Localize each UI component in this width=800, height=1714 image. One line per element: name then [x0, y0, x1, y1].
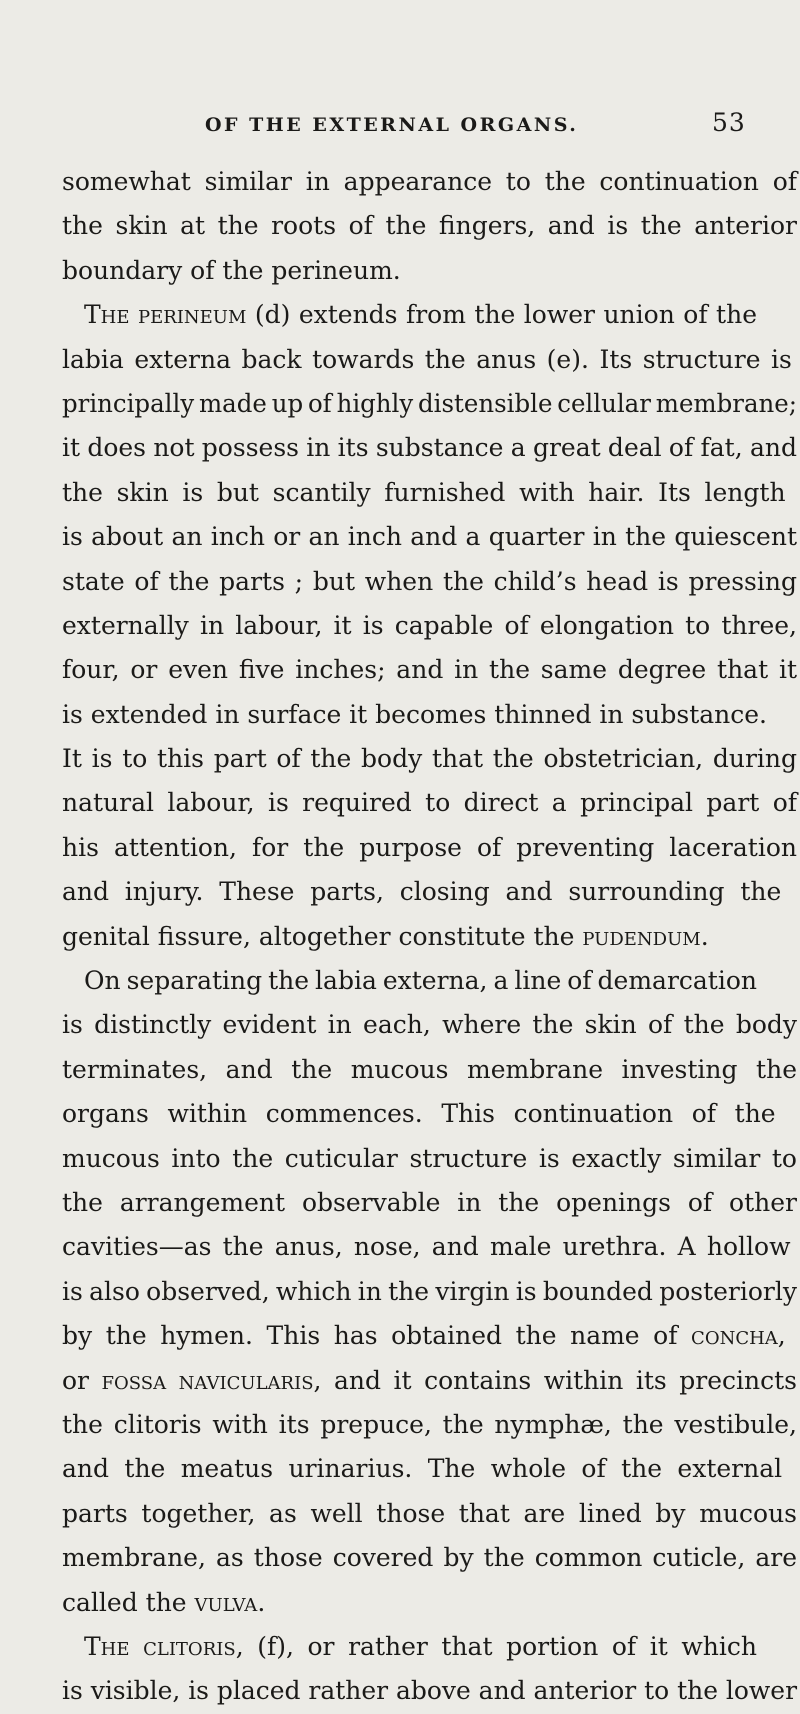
text-line: [62, 560, 800, 604]
text-line: [62, 1314, 800, 1358]
text-span: (d) extends from the lower union of the: [246, 300, 757, 330]
text-span: parts together, as well those that are lined by mucous: [62, 1498, 797, 1528]
text-span: It is to this part of the body that the obstetrician, during: [62, 744, 797, 774]
page-number: 53: [712, 108, 746, 137]
small-caps-term: The perineum: [84, 300, 247, 330]
text-span: labia externa back towards the anus (e). Its structure is: [62, 344, 792, 374]
text-line: [62, 249, 800, 293]
text-line: [62, 1492, 800, 1536]
text-line: [62, 1048, 800, 1092]
text-line: [62, 515, 800, 559]
small-caps-term: fossa navicularis: [101, 1365, 314, 1395]
text-line: [62, 338, 800, 382]
text-line: [62, 1669, 800, 1713]
text-line: [62, 382, 800, 426]
body-text: [62, 160, 800, 1714]
text-line: [84, 1625, 800, 1669]
text-span: or: [62, 1365, 102, 1395]
text-line: [62, 1225, 800, 1269]
text-line: [84, 293, 800, 337]
text-span: boundary of the perineum.: [62, 255, 401, 285]
text-span: state of the parts ; but when the child’s head is pressing: [62, 566, 797, 596]
text-line: [84, 959, 800, 1003]
text-span: cavities—as the anus, nose, and male urethra. A hollow: [62, 1232, 791, 1262]
text-span: , and it contains within its precincts: [313, 1365, 798, 1395]
text-span: organs within commences. This continuation of the: [62, 1099, 776, 1129]
text-line: [62, 1581, 800, 1625]
text-line: [62, 426, 800, 470]
text-span: ,: [777, 1321, 786, 1351]
text-span: his attention, for the purpose of preventing laceration: [62, 832, 797, 862]
running-title: OF THE EXTERNAL ORGANS.: [205, 114, 579, 136]
text-span: the clitoris with its prepuce, the nymphæ, the vestibule,: [62, 1409, 797, 1439]
text-line: [62, 1359, 800, 1403]
text-line: [62, 870, 800, 914]
text-line: [62, 648, 800, 692]
text-line: [62, 604, 800, 648]
text-line: [62, 1270, 800, 1314]
text-span: is about an inch or an inch and a quarter in the quiescent: [62, 522, 797, 552]
text-span: the skin is but scantily furnished with hair. Its length: [62, 477, 786, 507]
text-span: is extended in surface it becomes thinned in substance.: [62, 699, 767, 729]
text-span: membrane, as those covered by the common cuticle, are: [62, 1543, 797, 1573]
text-line: [62, 1447, 800, 1491]
text-line: [62, 915, 800, 959]
text-line: [62, 160, 800, 204]
text-span: genital fissure, altogether constitute the: [62, 921, 583, 951]
text-span: is also observed, which in the virgin is bounded posteriorly: [62, 1276, 797, 1306]
running-head: [0, 108, 800, 142]
text-line: [62, 1092, 800, 1136]
text-span: the arrangement observable in the openings of other: [62, 1187, 797, 1217]
text-line: [62, 1137, 800, 1181]
text-span: terminates, and the mucous membrane investing the: [62, 1054, 797, 1084]
text-line: [62, 781, 800, 825]
small-caps-term: The clitoris: [84, 1631, 236, 1661]
text-span: and injury. These parts, closing and surrounding the: [62, 877, 782, 907]
text-span: somewhat similar in appearance to the continuation of: [62, 167, 797, 196]
text-span: principally made up of highly distensible cellular membrane;: [62, 388, 797, 418]
text-span: called the: [62, 1587, 195, 1617]
small-caps-term: vulva: [194, 1587, 258, 1617]
text-line: [62, 1003, 800, 1047]
text-span: On separating the labia externa, a line of demarcation: [84, 966, 757, 996]
small-caps-term: concha: [691, 1321, 778, 1351]
text-span: .: [700, 921, 709, 951]
text-span: , (f), or rather that portion of it which: [235, 1631, 757, 1661]
text-span: mucous into the cuticular structure is exactly similar to: [62, 1143, 797, 1173]
text-line: [62, 204, 800, 248]
text-line: [62, 1403, 800, 1447]
text-line: [62, 471, 800, 515]
text-line: [62, 1536, 800, 1580]
text-span: is distinctly evident in each, where the skin of the body: [62, 1010, 797, 1040]
text-span: is visible, is placed rather above and anterior to the lower: [62, 1676, 797, 1706]
text-span: externally in labour, it is capable of elongation to three,: [62, 610, 797, 640]
text-span: the skin at the roots of the fingers, and is the anterior: [62, 211, 797, 241]
text-span: by the hymen. This has obtained the name of: [62, 1321, 692, 1351]
text-line: [62, 1181, 800, 1225]
text-span: it does not possess in its substance a great deal of fat, and: [62, 433, 797, 463]
text-span: four, or even five inches; and in the same degree that it: [62, 655, 797, 685]
text-span: and the meatus urinarius. The whole of the external: [62, 1454, 783, 1484]
small-caps-term: pudendum: [582, 921, 701, 951]
text-line: [62, 737, 800, 781]
text-span: .: [257, 1587, 266, 1617]
text-span: natural labour, is required to direct a principal part of: [62, 788, 797, 818]
text-line: [62, 693, 800, 737]
text-line: [62, 826, 800, 870]
